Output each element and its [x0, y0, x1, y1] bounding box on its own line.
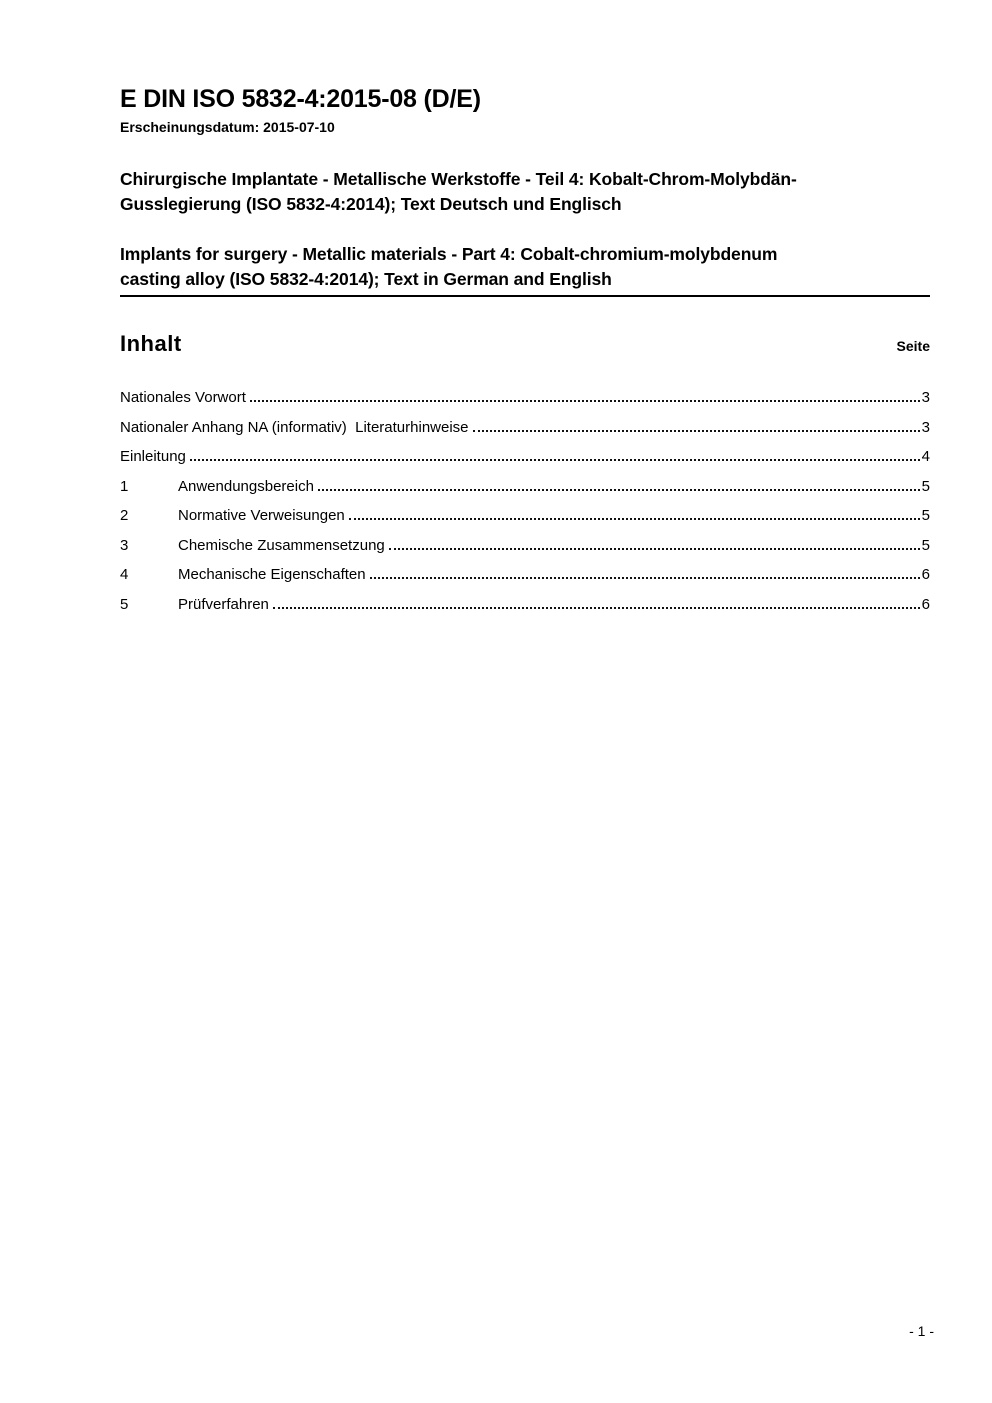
title-german-line-2: Gusslegierung (ISO 5832-4:2014); Text Deutsch und Englisch	[120, 194, 622, 214]
toc-dot-leader	[190, 459, 920, 461]
toc-entry-title: Normative Verweisungen	[178, 507, 345, 524]
toc-entry-number: 5	[120, 595, 129, 613]
toc-dot-leader	[473, 430, 920, 432]
toc-entry-number: 1	[120, 477, 129, 495]
toc-entry-page: 5	[921, 477, 930, 495]
toc-entry-chemische-zusammensetzung[interactable]	[120, 531, 930, 561]
toc-header	[120, 331, 930, 357]
toc-entry-title: Nationaler Anhang NA (informativ) Literaturhinweise	[120, 418, 469, 436]
toc-dot-leader	[273, 607, 920, 609]
title-english-line-1: Implants for surgery - Metallic materials - Part 4: Cobalt-chromium-molybdenum	[120, 244, 778, 264]
toc-entry-page: 5	[921, 536, 930, 554]
toc-dot-leader	[389, 548, 920, 550]
publication-date: Erscheinungsdatum: 2015-07-10	[120, 119, 335, 135]
toc-entry-title: Mechanische Eigenschaften	[178, 566, 366, 583]
toc-entry-pruefverfahren[interactable]	[120, 590, 930, 620]
title-english	[120, 242, 930, 292]
toc-dot-leader	[370, 577, 920, 579]
toc-entry-title: Anwendungsbereich	[178, 477, 314, 495]
toc-dot-leader	[250, 400, 920, 402]
toc-entry-normative-verweisungen[interactable]	[120, 501, 930, 531]
toc-entry-number: 4	[120, 566, 129, 583]
toc-entry-mechanische-eigenschaften[interactable]	[120, 560, 930, 590]
title-german-line-1: Chirurgische Implantate - Metallische Werkstoffe - Teil 4: Kobalt-Chrom-Molybdän-	[120, 169, 797, 189]
toc-entry-number: 2	[120, 507, 129, 524]
toc-dot-leader	[318, 489, 920, 491]
title-english-line-2: casting alloy (ISO 5832-4:2014); Text in German and English	[120, 269, 612, 289]
table-of-contents	[120, 383, 930, 619]
title-divider	[120, 295, 930, 297]
toc-entry-title: Chemische Zusammensetzung	[178, 536, 385, 554]
toc-entry-title: Nationales Vorwort	[120, 389, 246, 406]
toc-entry-page: 5	[921, 507, 930, 524]
toc-entry-nationales-vorwort[interactable]	[120, 383, 930, 413]
toc-entry-nationaler-anhang[interactable]	[120, 413, 930, 443]
toc-entry-page: 4	[921, 448, 930, 465]
toc-entry-page: 3	[921, 418, 930, 436]
title-german	[120, 167, 930, 217]
toc-entry-title: Einleitung	[120, 448, 186, 465]
toc-entry-anwendungsbereich[interactable]	[120, 472, 930, 502]
toc-entry-page: 3	[921, 389, 930, 406]
toc-dot-leader	[349, 518, 920, 520]
document-title: E DIN ISO 5832-4:2015-08 (D/E)	[120, 85, 481, 113]
toc-entry-title: Prüfverfahren	[178, 595, 269, 613]
footer-page-number: - 1 -	[909, 1323, 934, 1339]
toc-entry-page: 6	[921, 566, 930, 583]
toc-entry-page: 6	[921, 595, 930, 613]
toc-entry-einleitung[interactable]	[120, 442, 930, 472]
toc-heading: Inhalt	[120, 331, 182, 356]
toc-entry-number: 3	[120, 536, 129, 554]
toc-page-column-label: Seite	[896, 338, 930, 354]
